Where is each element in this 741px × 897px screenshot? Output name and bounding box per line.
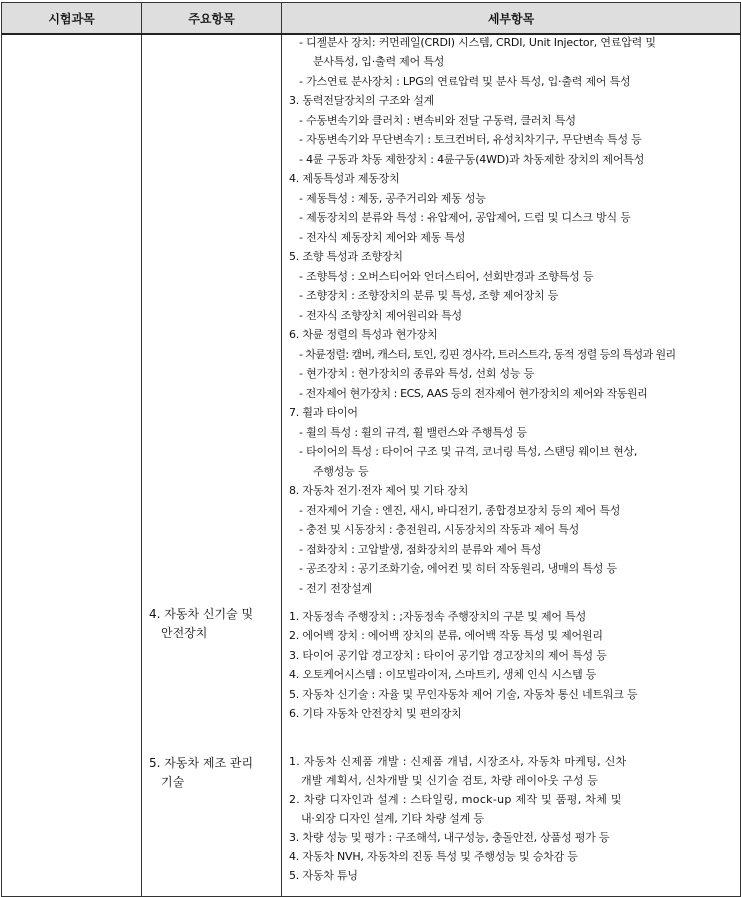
detail-line: 4. 오토케어시스템 : 이모빌라이저, 스마트키, 생체 인식 시스템 등 (289, 668, 597, 681)
detail-line: 3. 동력전달장치의 구조와 설계 (289, 94, 435, 107)
detail-line: - 충전 및 시동장치 : 충전원리, 시동장치의 작동과 제어 특성 (299, 523, 580, 536)
main-item-4-line2: 안전장치 (161, 626, 208, 640)
header-subject: 시험과목 (2, 3, 142, 35)
detail-line: - 휠의 특성 : 휠의 규격, 휠 밸런스와 주행특성 등 (299, 426, 527, 439)
main-item-cell (142, 34, 282, 897)
detail-line: 주행성능 등 (313, 465, 369, 478)
detail-line: - 공조장치 : 공기조화기술, 에어컨 및 히터 작동원리, 냉매의 특성 등 (299, 562, 617, 575)
detail-line: 1. 자동정속 주행장치 : ;자동정속 주행장치의 구분 및 제어 특성 (289, 610, 586, 623)
main-item-4 (149, 605, 253, 643)
detail-line: 2. 차량 디자인과 설계 : 스타일링, mock-up 제작 및 품평, 차체 및 (289, 793, 622, 806)
detail-line: 1. 자동차 신제품 개발 : 신제품 개념, 시장조사, 자동차 마케팅, 신차 (289, 755, 627, 768)
detail-line: 5. 자동차 튜닝 (289, 869, 358, 882)
detail-line: - 4륜 구동과 차동 제한장치 : 4륜구동(4WD)과 차동제한 장치의 제어특성 (299, 153, 645, 166)
detail-line: 2. 에어백 장치 : 에어백 장치의 분류, 에어백 작동 특성 및 제어원리 (289, 629, 603, 642)
detail-line: 3. 차량 성능 및 평가 : 구조해석, 내구성능, 충돌안전, 상품성 평가 등 (289, 831, 610, 844)
detail-line: - 제동장치의 분류와 특성 : 유압제어, 공압제어, 드럼 및 디스크 방식 등 (299, 211, 631, 224)
detail-line: - 가스연료 분사장치 : LPG의 연료압력 및 분사 특성, 입·출력 제어 특성 (299, 75, 631, 88)
header-row (2, 3, 741, 35)
detail-line: 3. 타이어 공기압 경고장치 : 타이어 공기압 경고장치의 제어 특성 등 (289, 649, 607, 662)
detail-line: 6. 차륜 정렬의 특성과 현가장치 (289, 328, 438, 341)
exam-criteria-table (1, 2, 741, 897)
main-item-5 (149, 754, 253, 792)
main-item-4-line1: 4. 자동차 신기술 및 (149, 607, 254, 621)
detail-line: 6. 기타 자동차 안전장치 및 편의장치 (289, 707, 462, 720)
detail-cell (282, 34, 741, 897)
header-main-item: 주요항목 (142, 3, 282, 35)
subject-cell (2, 34, 142, 897)
detail-line: 4. 제동특성과 제동장치 (289, 172, 400, 185)
detail-line: 5. 조향 특성과 조향장치 (289, 250, 403, 263)
detail-line: - 전자제어 현가장치 : ECS, AAS 등의 전자제어 현가장치의 제어와 작동원리 (299, 387, 648, 400)
detail-line: - 디젤분사 장치: 커먼레일(CRDI) 시스템, CRDI, Unit Injector, 연료압력 및 (299, 36, 656, 49)
detail-line: 개발 계획서, 신차개발 및 신기술 검토, 차량 레이아웃 구성 등 (301, 774, 598, 787)
detail-line: 7. 휠과 타이어 (289, 406, 358, 419)
detail-line: - 전자제어 기술 : 엔진, 새시, 바디전기, 종합경보장치 등의 제어 특성 (299, 504, 621, 517)
detail-line: - 점화장치 : 고압발생, 점화장치의 분류와 제어 특성 (299, 543, 542, 556)
detail-line: - 전자식 제동장치 제어와 제동 특성 (299, 231, 466, 244)
detail-line: - 전자식 조향장치 제어원리와 특성 (299, 309, 462, 322)
detail-line: 8. 자동차 전기·전자 제어 및 기타 장치 (289, 484, 469, 497)
detail-line: - 자동변속기와 무단변속기 : 토크컨버터, 유성치차기구, 무단변속 특성 등 (299, 133, 642, 146)
detail-line: 분사특성, 입·출력 제어 특성 (313, 55, 445, 68)
detail-line: 5. 자동차 신기술 : 자율 및 무인자동차 제어 기술, 자동차 통신 네트워크 등 (289, 688, 638, 701)
detail-line: - 차륜정렬: 캠버, 캐스터, 토인, 킹핀 경사각, 트러스트각, 동적 정렬 등의 특성과 원리 (299, 348, 676, 361)
main-item-5-line2: 기술 (161, 775, 185, 789)
detail-line: - 전기 전장설계 (299, 582, 372, 595)
detail-line: - 조향특성 : 오버스티어와 언더스티어, 선회반경과 조향특성 등 (299, 270, 594, 283)
detail-line: - 제동특성 : 제동, 공주거리와 제동 성능 (299, 192, 486, 205)
detail-line: 4. 자동차 NVH, 자동차의 진동 특성 및 주행성능 및 승차감 등 (289, 850, 578, 863)
detail-line: - 타이어의 특성 : 타이어 구조 및 규격, 코너링 특성, 스탠딩 웨이브 현상, (299, 445, 638, 458)
detail-line: - 조향장치 : 조향장치의 분류 및 특성, 조향 제어장치 등 (299, 289, 559, 302)
detail-line: - 수동변속기와 클러치 : 변속비와 전달 구동력, 클러치 특성 (299, 114, 576, 127)
content-row (2, 34, 741, 897)
header-detail-item: 세부항목 (282, 3, 741, 35)
main-item-5-line1: 5. 자동차 제조 관리 (149, 756, 254, 770)
detail-line: - 현가장치 : 현가장치의 종류와 특성, 선회 성능 등 (299, 367, 535, 380)
detail-line: 내·외장 디자인 설계, 기타 차량 설계 등 (301, 812, 484, 825)
